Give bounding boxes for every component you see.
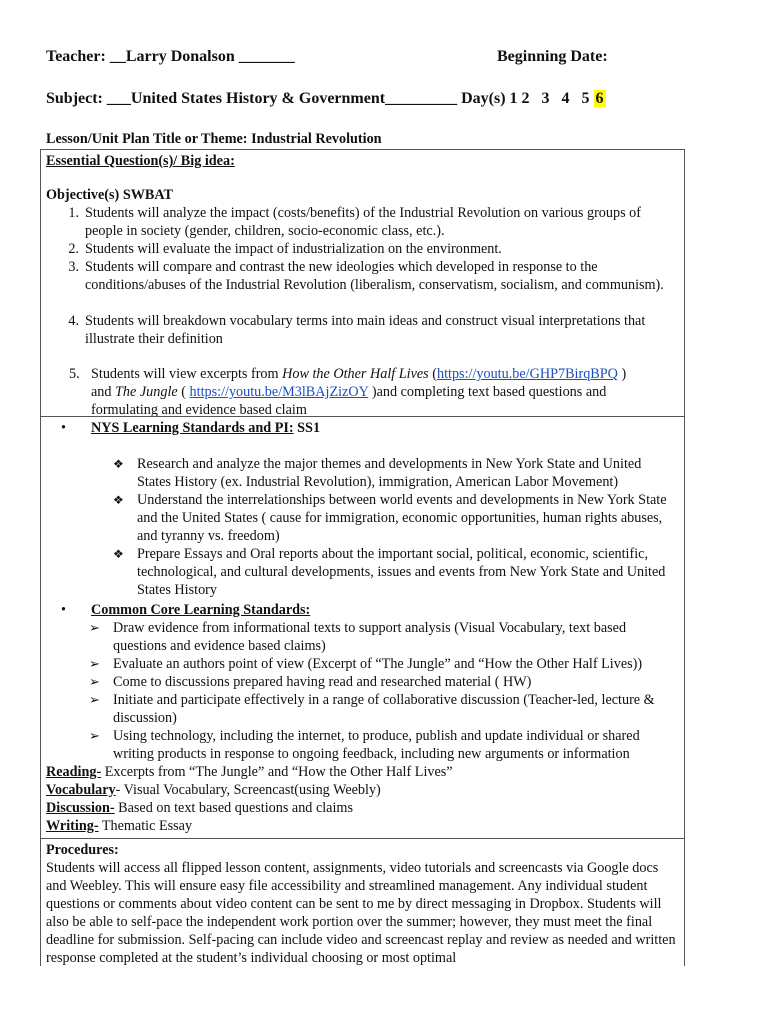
arrow-bullet-icon: ➢ [89, 674, 100, 689]
discussion-row: Discussion- Based on text based questions and claims [46, 800, 353, 816]
video-link-other-half[interactable]: https://youtu.be/GHP7BirqBPQ [436, 366, 618, 382]
objective-5-line2: and The Jungle ( https://youtu.be/M3lBAjZizOY )and completing text based questions and [91, 384, 607, 400]
beginning-date-label: Beginning Date: [497, 48, 608, 65]
nys-standard-item: Prepare Essays and Oral reports about the important social, political, economic, scientific, technological, and cultural developments, issues and events from New York State and United States History [137, 546, 666, 598]
lesson-title: Lesson/Unit Plan Title or Theme: Industrial Revolution [46, 131, 382, 147]
writing-row: Writing- Thematic Essay [46, 818, 193, 834]
essential-question-label: Essential Question(s)/ Big idea: [46, 153, 235, 169]
common-core-item: Initiate and participate effectively in a range of collaborative discussion (Teacher-led, lecture & discussion) [113, 692, 655, 726]
subject-line [46, 90, 606, 108]
objective-5: 5. [69, 366, 80, 382]
diamond-bullet-icon: ❖ [113, 457, 124, 471]
common-core-item: Evaluate an authors point of view (Excerpt of “The Jungle” and “How the Other Half Lives)) [113, 656, 643, 672]
objective-5-line1: Students will view excerpts from How the Other Half Lives (https://youtu.be/GHP7BirqBPQ ) [91, 366, 627, 382]
nys-standards-heading: NYS Learning Standards and PI: SS1 [91, 420, 321, 436]
teacher-label: Teacher: [46, 48, 106, 65]
subject-label: Subject: [46, 90, 103, 107]
arrow-bullet-icon: ➢ [89, 728, 100, 743]
diamond-bullet-icon: ❖ [113, 547, 124, 561]
teacher-line [46, 48, 295, 66]
days-label: Day(s) [461, 90, 506, 107]
nys-standard-item: Understand the interrelationships between world events and developments in New York State and the United States ( cause for immigration, economic opportunities, human rights abuses, and tyranny vs. freedom) [137, 492, 667, 544]
common-core-item: Draw evidence from informational texts to support analysis (Visual Vocabulary, text based questions and evidence based claims) [113, 620, 627, 654]
procedures-text: Students will access all flipped lesson content, assignments, video tutorials and screencasts via Google docs and Weebley. This will ensure easy file accessibility and streamlined management. Any individual student questions or comments about video content can be sent to me by direct messaging in Dropbox. Students will also be able to self-pace the independent work portion over the summer; however, they must meet the final deadline for submission. Self-pacing can include video and screencast replay and review as needed and written response completed at the student’s individual choosing or most optimal [46, 860, 676, 966]
objective-item: 3. Students will compare and contrast the new ideologies which developed in response to the conditions/abuses of the Industrial Revolution (liberalism, conservatism, socialism, and communism). [68, 259, 664, 293]
procedures-section [40, 838, 685, 966]
bullet-icon: • [61, 602, 66, 618]
common-core-item: Using technology, including the internet, to produce, publish and update individual or shared writing products in response to ongoing feedback, including new arguments or information [113, 728, 640, 762]
teacher-value: __Larry Donalson _______ [109, 48, 295, 65]
procedures-heading: Procedures: [46, 842, 119, 858]
reading-row: Reading- Excerpts from “The Jungle” and “How the Other Half Lives” [46, 764, 453, 780]
subject-value: ___United States History & Government_________ [106, 90, 458, 107]
objective-item: 2. Students will evaluate the impact of industrialization on the environment. [68, 241, 502, 257]
standards-section [40, 416, 685, 839]
days-values: 1 2 3 4 5 [509, 90, 590, 107]
objective-5-line3: formulating and evidence based claim [91, 402, 307, 417]
objectives-heading: Objective(s) SWBAT [46, 187, 174, 203]
arrow-bullet-icon: ➢ [89, 656, 100, 671]
bullet-icon: • [61, 420, 66, 436]
arrow-bullet-icon: ➢ [89, 692, 100, 707]
arrow-bullet-icon: ➢ [89, 620, 100, 635]
nys-standard-item: Research and analyze the major themes and developments in New York State and United States History (ex. Industrial Revolution), immigration, American Labor Movement) [137, 456, 642, 490]
video-link-jungle[interactable]: https://youtu.be/M3lBAjZizOY [189, 384, 369, 400]
objectives-section [40, 149, 685, 417]
days-highlight: 6 [595, 90, 604, 107]
objective-item: 1. Students will analyze the impact (costs/benefits) of the Industrial Revolution on various groups of people in society (gender, children, socio-economic class, etc.). [68, 205, 641, 239]
vocabulary-row: Vocabulary- Visual Vocabulary, Screencast(using Weebly) [46, 782, 381, 798]
common-core-heading: Common Core Learning Standards: [91, 602, 311, 618]
common-core-item: Come to discussions prepared having read and researched material ( HW) [113, 674, 532, 690]
diamond-bullet-icon: ❖ [113, 493, 124, 507]
objective-item: 4. Students will breakdown vocabulary terms into main ideas and construct visual interpretations that illustrate their definition [68, 313, 646, 347]
